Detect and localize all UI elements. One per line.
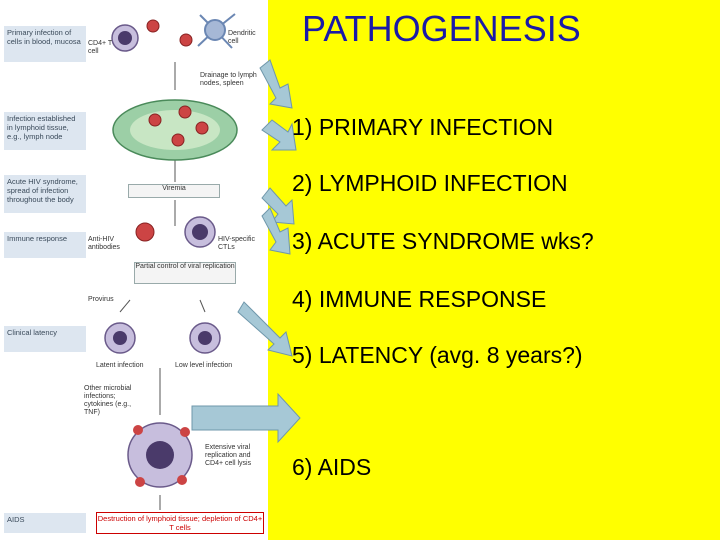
stage-label: Infection established in lymphoid tissue, e.g., lymph node — [4, 112, 86, 150]
other-infections-label: Other microbial infections; cytokines (e.g., TNF) — [84, 385, 132, 416]
latent-label: Latent infection — [96, 362, 144, 369]
drainage-label: Drainage to lymph nodes, spleen — [200, 72, 257, 87]
destruction-box: Destruction of lymphoid tissue; depletion of CD4+ T cells — [97, 514, 263, 532]
antibodies-label: Anti-HIV antibodies — [88, 236, 120, 251]
stage-label: AIDS — [4, 513, 86, 533]
cd4-label: CD4+ T cell — [88, 40, 113, 55]
arrow-2 — [262, 120, 296, 150]
step-latency: 5) LATENCY (avg. 8 years?) — [292, 342, 583, 368]
dendritic-label: Dendritic cell — [228, 30, 256, 45]
stage-label: Immune response — [4, 232, 86, 258]
page-title: PATHOGENESIS — [302, 8, 581, 49]
viremia-box: Viremia — [128, 184, 220, 198]
stage-label: Primary infection of cells in blood, mucosa — [4, 26, 86, 62]
arrow-1 — [260, 60, 292, 108]
provirus-label: Provirus — [88, 296, 114, 303]
step-lymphoid-infection: 2) LYMPHOID INFECTION — [292, 170, 568, 196]
ctls-label: HIV-specific CTLs — [218, 236, 255, 251]
extensive-label: Extensive viral replication and CD4+ cell lysis — [205, 444, 252, 467]
lowlevel-label: Low level infection — [175, 362, 233, 369]
step-immune-response: 4) IMMUNE RESPONSE — [292, 286, 547, 312]
partial-control-box: Partial control of viral replication — [134, 262, 236, 284]
arrow-5 — [238, 302, 292, 356]
step-aids: 6) AIDS — [292, 454, 372, 480]
step-primary-infection: 1) PRIMARY INFECTION — [292, 114, 554, 140]
stage-label: Acute HIV syndrome, spread of infection throughout the body — [4, 175, 86, 213]
arrow-6 — [192, 394, 300, 442]
stage-label: Clinical latency — [4, 326, 86, 352]
step-acute-syndrome: 3) ACUTE SYNDROME wks? — [292, 228, 594, 254]
